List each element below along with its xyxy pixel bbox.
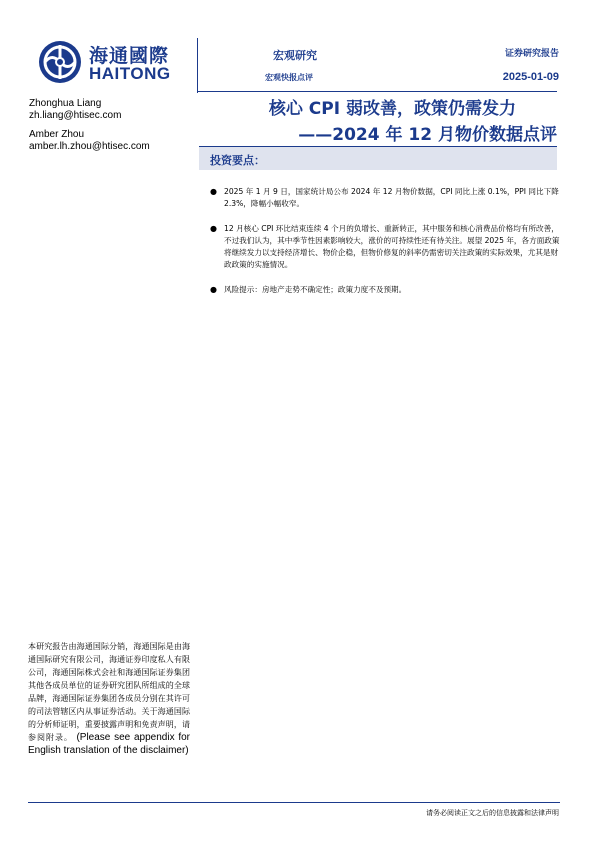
summary-header-bar xyxy=(199,146,557,170)
summary-bullet xyxy=(210,284,560,296)
header-divider-horizontal xyxy=(197,91,557,92)
bullet-text: 12 月核心 CPI 环比结束连续 4 个月的负增长、重新转正，其中服务和核心消费品价格均有所改善，不过我们认为，其中季节性因素影响较大，涨价的可持续性还有待关注。展望 2025 年，各方面政策将继续发力以支持经济增长、物价企稳，但物价修复的斜率仍需密切关注政策的实际效果，尤其是财政政策的实施情况。 xyxy=(224,224,560,269)
haitong-emblem-icon xyxy=(37,39,83,85)
disclaimer-block xyxy=(28,640,190,757)
haitong-logo xyxy=(37,39,182,87)
report-subtitle: ——2024 年 12 月物价数据点评 xyxy=(298,125,557,145)
analyst-email[interactable]: zh.liang@htisec.com xyxy=(29,110,122,121)
summary-bullet-list xyxy=(210,186,560,309)
report-type: 证券研究报告 xyxy=(504,49,559,59)
analyst-name: Amber Zhou xyxy=(29,129,85,140)
summary-bullet xyxy=(210,223,560,271)
disclaimer-text-cn: 本研究报告由海通国际分销，海通国际是由海通国际研究有限公司，海通证券印度私人有限公司，海通国际株式会社和海通国际证券集团其他各成员单位的证券研究团队所组成的全球品牌，海通国际证券集团各成员分别在其许可的司法管辖区内从事证券活动。关于海通国际的分析师证明，重要披露声明和免责声明，请参阅附录。 xyxy=(28,642,190,742)
bullet-text: 风险提示：房地产走势不确定性；政策力度不及预期。 xyxy=(224,285,407,294)
report-category: 宏观研究 xyxy=(273,49,317,62)
report-subcategory: 宏观快报点评 xyxy=(265,73,313,82)
summary-bullet xyxy=(210,186,560,210)
analyst-email[interactable]: amber.lh.zhou@htisec.com xyxy=(29,141,150,152)
report-date: 2025-01-09 xyxy=(502,71,559,83)
logo-text-en: HAITONG xyxy=(89,64,171,83)
logo-text-cn: 海通國際 xyxy=(89,45,170,67)
footer-note: 请务必阅读正文之后的信息披露和法律声明 xyxy=(426,809,559,817)
summary-heading: 投资要点： xyxy=(210,154,265,167)
bullet-text: 2025 年 1 月 9 日，国家统计局公布 2024 年 12 月物价数据，CPI 同比上涨 0.1%，PPI 同比下降 2.3%，降幅小幅收窄。 xyxy=(224,187,559,208)
bullet-icon: ● xyxy=(210,285,217,294)
report-title: 核心 CPI 弱改善，政策仍需发力 xyxy=(268,99,516,119)
bullet-icon: ● xyxy=(210,187,217,196)
header-divider-vertical xyxy=(197,38,198,93)
bullet-icon: ● xyxy=(210,224,217,233)
footer-divider xyxy=(28,802,560,803)
disclaimer-text-en: (Please see appendix for English translation of the disclaimer) xyxy=(28,732,191,756)
analyst-name: Zhonghua Liang xyxy=(29,98,102,109)
